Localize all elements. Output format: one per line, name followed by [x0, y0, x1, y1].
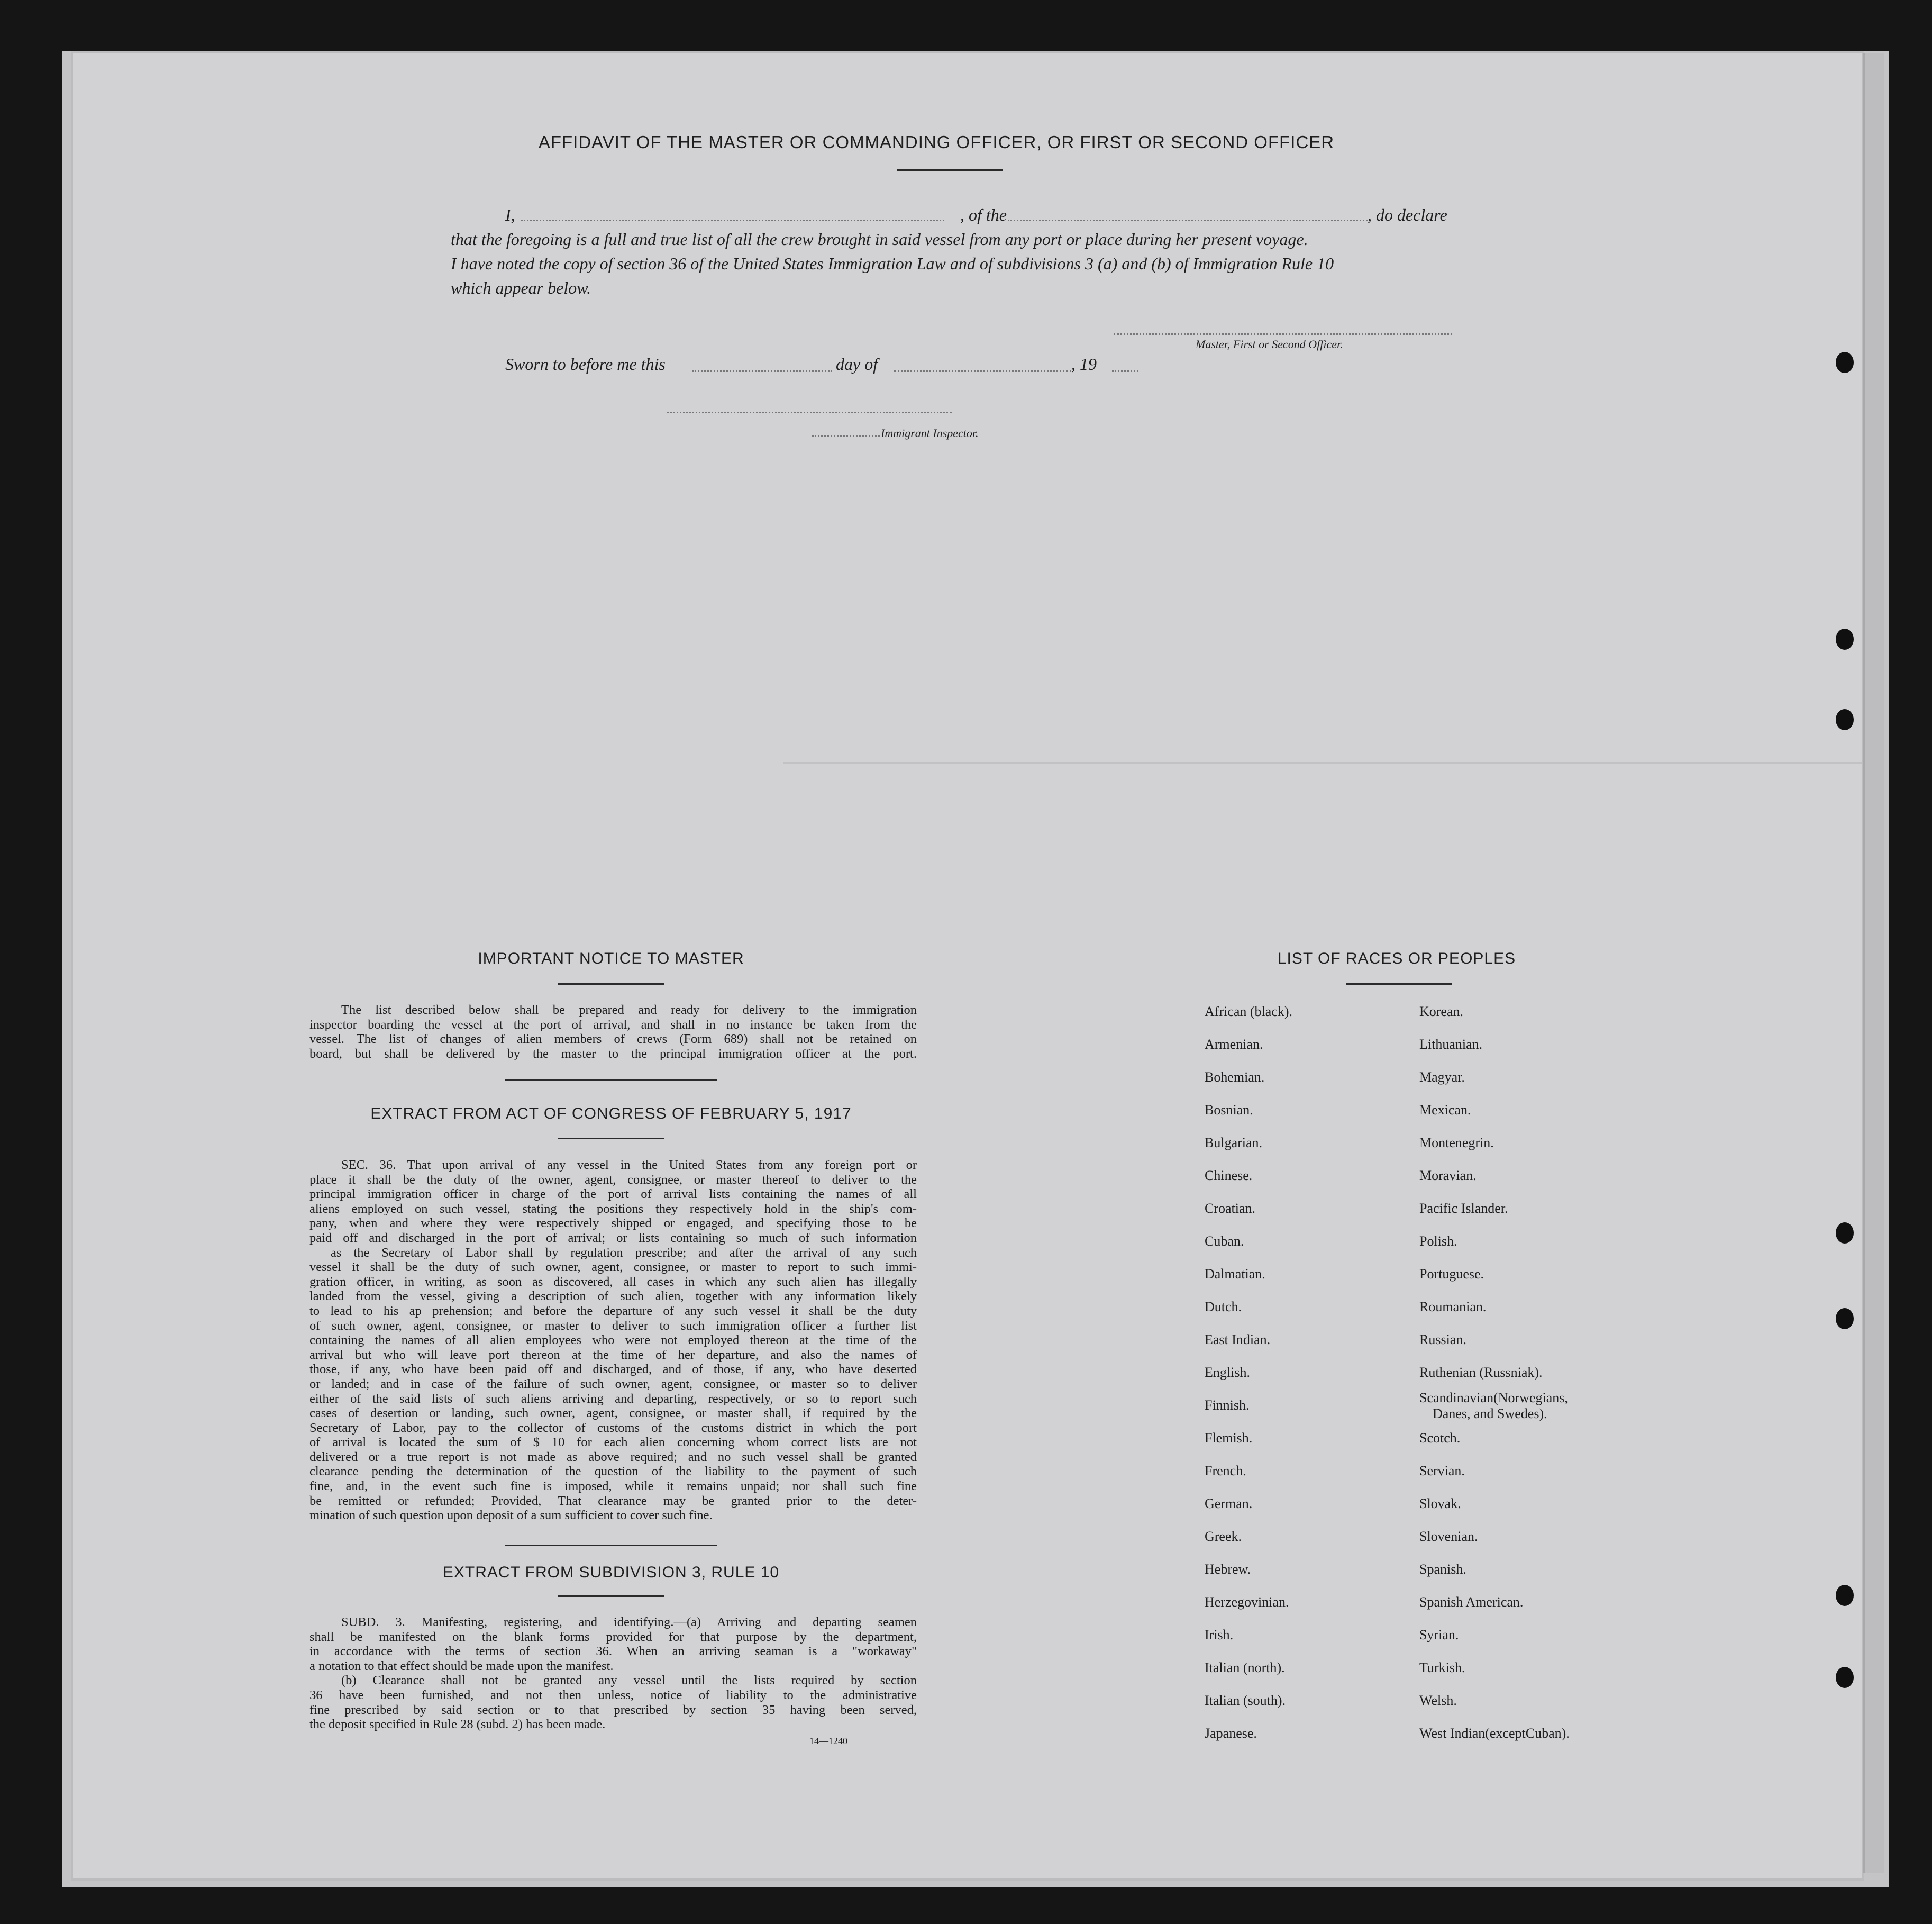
race-item: Slovenian. [1419, 1529, 1478, 1544]
race-item: Greek. [1205, 1529, 1242, 1544]
race-item: East Indian. [1205, 1332, 1271, 1347]
races-title-rule [1346, 983, 1452, 985]
race-item: Dutch. [1205, 1299, 1242, 1314]
race-item: Cuban. [1205, 1233, 1244, 1249]
sworn-label: Sworn to before me this [505, 355, 666, 374]
race-item: Bosnian. [1205, 1102, 1253, 1118]
punch-hole-icon [1836, 1667, 1854, 1688]
races-title: LIST OF RACES OR PEOPLES [1277, 950, 1516, 967]
master-signature-field[interactable] [1114, 333, 1452, 335]
rule-title-rule [558, 1595, 664, 1597]
affidavit-of-the-label: , of the [960, 205, 1007, 224]
race-item: Mexican. [1419, 1102, 1471, 1118]
race-item: English. [1205, 1365, 1250, 1380]
race-item: Italian (north). [1205, 1660, 1285, 1675]
sworn-year-field[interactable] [1112, 370, 1138, 372]
page-edge [1863, 53, 1884, 1873]
master-signature-caption: Master, First or Second Officer. [1196, 338, 1343, 351]
race-item: Danes, and Swedes). [1433, 1406, 1547, 1421]
punch-hole-icon [1836, 1222, 1854, 1244]
act-divider [505, 1545, 717, 1546]
race-item: Welsh. [1419, 1693, 1457, 1708]
affidavit-i-label: I, [505, 205, 515, 224]
race-item: Portuguese. [1419, 1266, 1484, 1282]
affidavit-title: AFFIDAVIT OF THE MASTER OR COMMANDING OFFICER, OR FIRST OR SECOND OFFICER [538, 132, 1335, 152]
race-item: Moravian. [1419, 1168, 1477, 1183]
affidavit-title-rule [897, 169, 1003, 171]
race-item: Irish. [1205, 1627, 1234, 1642]
race-item: Spanish. [1419, 1562, 1466, 1577]
act-body: SEC. 36. That upon arrival of any vessel in the United States from any foreign port or place it shall be the duty of the owner, agent, consignee, or master thereof to deliver to the principal immigration officer in charge of the port of arrival lists containing the names of all aliens employed on such vessel, stating the positions they respectively hold in the ship's com- pany, when and where they were respectively shipped or engaged, and specifying those to be paid off and discharged in the port of arrival; or lists containing so much of such information as the Secretary of Labor shall by regulation prescribe; and after the arrival of any such vessel it shall be the duty of such owner, agent, consignee, or master to report to such immi- gration officer, in writing, as soon as discovered, all cases in which any such alien has illegally landed from the vessel, giving a description of such alien, together with any information likely to lead to his ap prehension; and before the departure of any such vessel it shall be the duty of such owner, agent, consignee, or master to deliver to such immigration officer a further list containing the names of all alien employees who were not employed thereon at the time of the arrival but who will leave port thereon at the time of her departure, and also the names of those, if any, who have been paid off and discharged, and of those, if any, who have deserted or landed; and in case of the failure of such owner, agent, consignee, or master so to deliver either of the said lists of such aliens arriving and departing, respectively, or so to report such cases of desertion or landing, such owner, agent, consignee, or master shall, if required by the Secretary of Labor, pay to the collector of customs of the customs district in which the port of arrival is located the sum of $ 10 for each alien concerning whom correct lists are not delivered or a true report is not made as above required; and no such vessel shall be granted clearance pending the determination of the question of the liability to the payment of such fine, and, in the event such fine is imposed, while it remains unpaid; nor shall such fine be remitted or refunded; Provided, That clearance may be granted prior to the deter- mination of such question upon deposit of a sum sufficient to cover such fine. [309, 1158, 917, 1523]
race-item: Syrian. [1419, 1627, 1459, 1642]
punch-hole-icon [1836, 352, 1854, 373]
notice-title-rule [558, 983, 664, 985]
race-item: Turkish. [1419, 1660, 1465, 1675]
affidavit-line-3: which appear below. [451, 278, 591, 297]
race-item: Finnish. [1205, 1397, 1250, 1413]
race-item: Spanish American. [1419, 1594, 1524, 1610]
race-item: Italian (south). [1205, 1693, 1286, 1708]
race-item: African (black). [1205, 1004, 1293, 1019]
affidavit-line-1: that the foregoing is a full and true list of all the crew brought in said vessel from any port or place during her present voyage. [451, 230, 1308, 249]
punch-hole-icon [1836, 629, 1854, 650]
race-item: Korean. [1419, 1004, 1464, 1019]
race-item: Dalmatian. [1205, 1266, 1265, 1282]
inspector-signature-field[interactable] [667, 412, 952, 413]
race-item: Chinese. [1205, 1168, 1253, 1183]
race-item: Lithuanian. [1419, 1037, 1483, 1052]
punch-hole-icon [1836, 1585, 1854, 1606]
race-item: Montenegrin. [1419, 1135, 1494, 1150]
race-item: Magyar. [1419, 1069, 1465, 1085]
race-item: Servian. [1419, 1463, 1465, 1478]
race-item: Ruthenian (Russniak). [1419, 1365, 1543, 1380]
sworn-month-field[interactable] [894, 370, 1071, 372]
race-item: Flemish. [1205, 1430, 1253, 1446]
punch-hole-icon [1836, 709, 1854, 730]
fold-line [783, 762, 1862, 764]
race-item: Japanese. [1205, 1726, 1257, 1741]
race-item: French. [1205, 1463, 1246, 1478]
race-item: Armenian. [1205, 1037, 1263, 1052]
race-item: West Indian(exceptCuban). [1419, 1726, 1570, 1741]
race-item: Russian. [1419, 1332, 1466, 1347]
sworn-day-field[interactable] [692, 370, 832, 372]
race-item: Scandinavian(Norwegians, [1419, 1390, 1568, 1405]
rule-body: SUBD. 3. Manifesting, registering, and identifying.—(a) Arriving and departing seamen shall be manifested on the blank forms provided for that purpose by the department, in accordance with the terms of section 36. When an arriving seaman is a "workaway" a notation to that effect should be made upon the manifest. (b) Clearance shall not be granted any vessel until the lists required by section 36 have been furnished, and not then unless, notice of liability to the administrative fine prescribed by said section or to that prescribed by section 35 having been served, the deposit specified in Rule 28 (subd. 2) has been made. [309, 1615, 917, 1732]
affidavit-do-declare: , do declare [1368, 205, 1447, 224]
inspector-lead-dots [812, 435, 880, 437]
race-item: Bohemian. [1205, 1069, 1265, 1085]
race-item: Polish. [1419, 1233, 1457, 1249]
punch-hole-icon [1836, 1308, 1854, 1329]
race-item: Herzegovinian. [1205, 1594, 1289, 1610]
affidavit-line-2: I have noted the copy of section 36 of the United States Immigration Law and of subdivisions 3 (a) and (b) of Immigration Rule 10 [451, 254, 1334, 273]
notice-divider [505, 1079, 717, 1081]
race-item: Scotch. [1419, 1430, 1461, 1446]
affidavit-name-field[interactable] [521, 220, 944, 221]
notice-body: The list described below shall be prepared and ready for delivery to the immigration inspector boarding the vessel at the port of arrival, and shall in no instance be taken from the vessel. The list of changes of alien members of crews (Form 689) shall not be retained on board, but shall be delivered by the master to the principal immigration officer at the port. [309, 1003, 917, 1061]
form-number: 14—1240 [809, 1736, 847, 1746]
race-item: Bulgarian. [1205, 1135, 1263, 1150]
sworn-year-prefix: , 19 [1071, 355, 1097, 374]
race-item: Pacific Islander. [1419, 1201, 1508, 1216]
act-title-rule [558, 1138, 664, 1139]
race-item: German. [1205, 1496, 1253, 1511]
notice-title: IMPORTANT NOTICE TO MASTER [478, 950, 744, 967]
race-item: Croatian. [1205, 1201, 1256, 1216]
rule-title: EXTRACT FROM SUBDIVISION 3, RULE 10 [442, 1564, 780, 1581]
race-item: Roumanian. [1419, 1299, 1487, 1314]
race-item: Hebrew. [1205, 1562, 1251, 1577]
affidavit-vessel-field[interactable] [1008, 220, 1368, 221]
race-item: Slovak. [1419, 1496, 1461, 1511]
sworn-day-of-label: day of [836, 355, 878, 374]
act-title: EXTRACT FROM ACT OF CONGRESS OF FEBRUARY 5, 1917 [370, 1105, 852, 1122]
inspector-caption: Immigrant Inspector. [881, 426, 979, 440]
